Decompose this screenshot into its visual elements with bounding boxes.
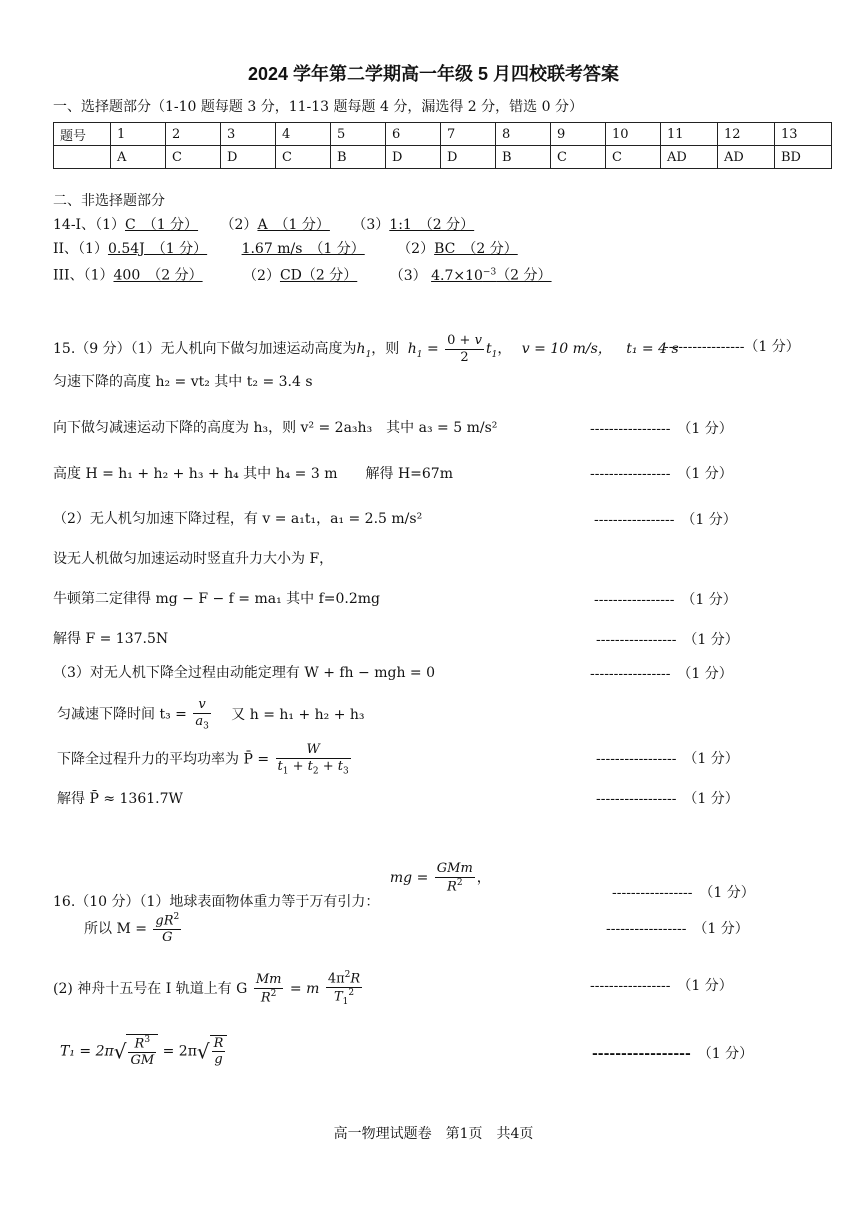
q16-line-3: (2) 神舟十五号在 I 轨道上有 G $\frac{Mm}{R^2}$ = m $\frac{4\pi^2R}{T_1^2}$: [53, 970, 361, 1007]
q15-text: ，则: [371, 341, 400, 358]
q16-score-line-2: [606, 921, 749, 938]
q14-iii-answer-1: 400 （2 分）: [113, 267, 203, 284]
table-cell: 5: [331, 123, 386, 146]
q14-ii-answer-2: BC （2 分）: [434, 241, 518, 257]
dash-leader: -----------------: [664, 339, 745, 355]
q14-ii-label: II、（1）: [53, 241, 108, 257]
dash-leader: -----------------: [596, 632, 677, 648]
table-cell: 题号: [54, 123, 111, 146]
fraction: $\frac{\text{GMm}}{R^2}$: [436, 861, 473, 894]
dash-leader: -----------------: [596, 751, 677, 767]
q15-score-line-4: [590, 466, 733, 483]
table-cell: 3: [221, 123, 276, 146]
table-cell: BD: [775, 146, 832, 169]
q15-speed: v = 10 m/s，: [521, 341, 612, 358]
table-cell: [54, 146, 111, 169]
q15-line-1: 15.（9 分）（1）无人机向下做匀加速运动高度为$h_1$，则 $h_1$ = $\frac{0 + v}{2}$ $t_1$， v = 10 m/s， t₁ = 4 s: [53, 333, 679, 365]
fraction: $\frac{Mm}{R^2}$: [255, 972, 282, 1005]
table-cell: C: [551, 146, 606, 169]
score: （1 分）: [700, 921, 749, 937]
q15-score-line-9: [590, 666, 733, 683]
q15-score-line-12: [596, 791, 739, 808]
table-cell: D: [221, 146, 276, 169]
dash-leader: -----------------: [594, 512, 675, 528]
q14-i-part2-label: （2）: [220, 217, 258, 233]
q15-score-line-5: [594, 512, 737, 529]
q14-iii-part2-label: （2）: [243, 267, 280, 284]
q14-i-line: [53, 217, 474, 234]
score: （1 分）: [684, 466, 733, 482]
score: （1 分）: [684, 978, 733, 994]
table-row: [54, 123, 832, 146]
table-cell: 13: [775, 123, 832, 146]
q16-text: 所以 M =: [84, 920, 147, 937]
q15-score-line-7: [594, 592, 737, 609]
q14-i-answer-3: 1:1 （2 分）: [389, 217, 475, 233]
square-root: √ $\frac{R}{g}$: [197, 1035, 228, 1068]
q16-score-line-1: [612, 885, 755, 902]
table-cell: B: [496, 146, 551, 169]
q15-text: 15.（9 分）（1）无人机向下做匀加速运动高度为: [53, 341, 357, 358]
q14-ii-part2-label: （2）: [397, 241, 435, 257]
q16-text: T₁ = 2π: [60, 1043, 114, 1060]
q14-iii-answer-3: [431, 268, 496, 284]
q14-iii-label: III、（1）: [53, 267, 114, 284]
q14-i-answer-1: C （1 分）: [124, 217, 199, 233]
q14-ii-answer-1: 0.54J （1 分）: [107, 241, 208, 257]
q16-text: 16.（10 分）（1）地球表面物体重力等于万有引力：: [53, 893, 380, 910]
q15-score-line-8: [596, 632, 739, 649]
score: （1 分）: [684, 421, 733, 437]
dash-leader: -----------------: [590, 666, 671, 682]
q14-ii-line: [53, 241, 518, 258]
score: （1 分）: [688, 512, 737, 528]
q15-score-line-3: [590, 421, 733, 438]
table-cell: 10: [606, 123, 661, 146]
page-title: 2024 学年第二学期高一年级 5 月四校联考答案: [247, 64, 620, 84]
q16-score-line-4: [592, 1046, 753, 1063]
table-cell: 8: [496, 123, 551, 146]
dash-leader: -----------------: [592, 1046, 691, 1062]
table-row: [54, 146, 832, 169]
q15-line-10: [57, 697, 365, 732]
table-cell: AD: [718, 146, 775, 169]
score: （1 分）: [690, 791, 739, 807]
fraction: $\frac{gR^2}{G}$: [155, 912, 180, 945]
q15-line-6: 设无人机做匀加速运动时竖直升力大小为 F，: [53, 551, 334, 567]
table-cell: D: [441, 146, 496, 169]
dash-leader: -----------------: [590, 421, 671, 437]
q16-text: (2) 神舟十五号在 I 轨道上有 G: [53, 980, 248, 997]
dash-leader: -----------------: [606, 921, 687, 937]
q14-i-part3-label: （3）: [352, 217, 390, 233]
table-cell: B: [331, 146, 386, 169]
q14-iii-answer-3-points: （2 分）: [496, 267, 552, 284]
table-cell: AD: [661, 146, 718, 169]
q14-i-label: 14-I、（1）: [53, 217, 125, 233]
q15-text: 又 h = h₁ + h₂ + h₃: [231, 706, 365, 723]
dash-leader: -----------------: [590, 978, 671, 994]
q14-iii-answer-3-exponent: −3: [482, 267, 497, 277]
q14-iii-answer-3-value: 4.7×10: [431, 267, 483, 284]
table-cell: C: [276, 146, 331, 169]
fraction: $\frac{4\pi^2R}{T_1^2}$: [327, 970, 361, 1007]
table-cell: 1: [111, 123, 166, 146]
table-cell: C: [166, 146, 221, 169]
score: （1 分）: [688, 592, 737, 608]
score: （1 分）: [704, 1046, 754, 1062]
q15-line-7: 牛顿第二定律得 mg − F − f = ma₁ 其中 f=0.2mg: [53, 591, 381, 607]
q15-line-8: 解得 F = 137.5N: [53, 631, 169, 647]
q15-time: t₁ = 4 s: [626, 341, 679, 358]
dash-leader: -----------------: [590, 466, 671, 482]
q16-score-line-3: [590, 978, 733, 995]
table-cell: 12: [718, 123, 775, 146]
page-footer: 高一物理试题卷 第1页 共4页: [333, 1126, 534, 1142]
table-cell: 4: [276, 123, 331, 146]
q15-text: 下降全过程升力的平均功率为 P̄ =: [57, 751, 270, 768]
square-root: √ $\frac{R^3}{GM}$: [114, 1034, 158, 1069]
score: （1 分）: [690, 751, 739, 767]
q15-line-12: 解得 P̄ ≈ 1361.7W: [57, 791, 183, 807]
table-cell: 9: [551, 123, 606, 146]
answer-table: [53, 122, 832, 169]
q15-line-11: [57, 742, 353, 777]
score: （1 分）: [744, 339, 800, 355]
q14-ii-answer-1b: 1.67 m/s （1 分）: [241, 241, 365, 257]
q15-line-5: （2）无人机匀加速下降过程，有 v = a₁t₁，a₁ = 2.5 m/s²: [53, 511, 423, 527]
q15-score-line-11: [596, 751, 739, 768]
score: （1 分）: [684, 666, 733, 682]
q15-line-4: 高度 H = h₁ + h₂ + h₃ + h₄ 其中 h₄ = 3 m 解得 H=67m: [53, 466, 453, 482]
score: （1 分）: [690, 632, 739, 648]
dash-leader: -----------------: [612, 885, 693, 901]
table-cell: 7: [441, 123, 496, 146]
q15-line-2: 匀速下降的高度 h₂ = vt₂ 其中 t₂ = 3.4 s: [53, 374, 313, 390]
q16-line-2: [84, 912, 183, 946]
q14-iii-line: [53, 267, 552, 284]
q16-line-1: 16.（10 分）（1）地球表面物体重力等于万有引力： mg = $\frac{\text{GMm}}{R^2}$ ，: [53, 861, 491, 910]
dash-leader: -----------------: [594, 592, 675, 608]
table-cell: 6: [386, 123, 441, 146]
q14-iii-part3-label: （3）: [389, 267, 427, 284]
table-cell: A: [111, 146, 166, 169]
section2-heading: 二、非选择题部分: [53, 193, 165, 209]
table-cell: D: [386, 146, 441, 169]
q16-line-4: T₁ = 2π√ $\frac{R^3}{GM}$ = 2π√ $\frac{R}{g}$: [60, 1034, 227, 1069]
fraction: $\frac{0 + v}{2}$: [447, 333, 482, 365]
q14-i-answer-2: A （1 分）: [257, 217, 330, 233]
score: （1 分）: [706, 885, 755, 901]
table-cell: 11: [661, 123, 718, 146]
q15-text: 匀减速下降时间 t₃ =: [57, 706, 187, 723]
fraction: $\frac{v}{a_3}$: [195, 697, 209, 732]
section1-heading: 一、选择题部分（1-10 题每题 3 分，11-13 题每题 4 分，漏选得 2 分，错选 0 分）: [53, 99, 583, 115]
table-cell: C: [606, 146, 661, 169]
table-cell: 2: [166, 123, 221, 146]
dash-leader: -----------------: [596, 791, 677, 807]
q15-line-9: （3）对无人机下降全过程由动能定理有 W + fh − mgh = 0: [53, 665, 435, 681]
q14-iii-answer-2: CD（2 分）: [279, 267, 358, 284]
fraction: $\frac{W}{t_1 + t_2 + t_3}$: [277, 742, 349, 777]
q15-score-line-1: [664, 339, 800, 356]
q15-line-3: 向下做匀减速运动下降的高度为 h₃，则 v² = 2a₃h₃ 其中 a₃ = 5 m/s²: [53, 420, 498, 436]
